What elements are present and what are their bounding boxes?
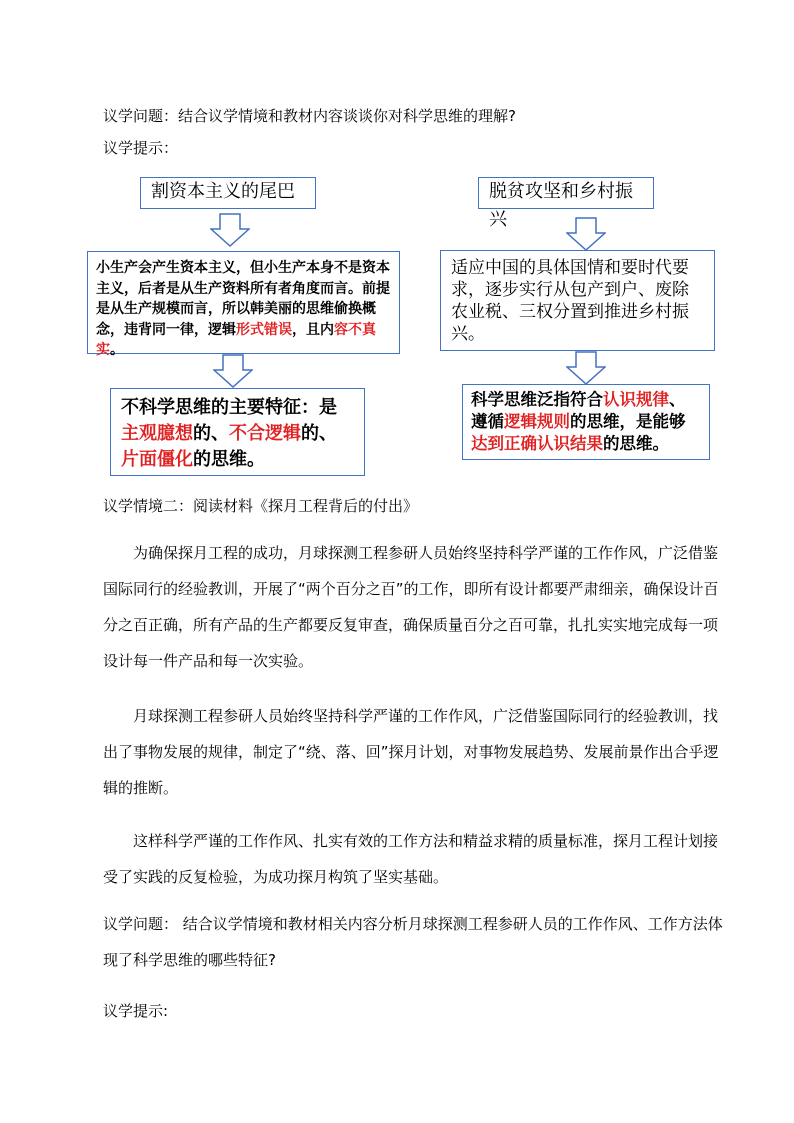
- arrow-down-icon: [566, 217, 606, 251]
- left-conclusion-text-3: 的、: [301, 423, 337, 444]
- left-analysis-red-1: 形式错误: [236, 321, 292, 338]
- paragraph-3: [103, 823, 723, 895]
- right-title-box: [478, 177, 654, 230]
- right-title: 脱贫攻坚和乡村振兴: [489, 181, 633, 230]
- left-conclusion-red-2: 不合逻辑: [229, 423, 301, 444]
- left-conclusion-box: [110, 388, 365, 476]
- question-2: [103, 906, 723, 978]
- scene-2-heading: 议学情境二：阅读材料《探月工程背后的付出》: [103, 497, 419, 515]
- right-analysis-text: 适应中国的具体国情和要时代要求，逐步实行从包产到户、废除农业税、三权分置到推进乡村振兴。: [451, 258, 689, 344]
- right-conclusion-red-3: 达到正确认识结果: [471, 434, 603, 453]
- left-conclusion-text: 不科学思维的主要特征：是: [121, 397, 337, 418]
- right-analysis-box: [440, 250, 715, 351]
- left-analysis-text-2: ，且内: [292, 321, 334, 338]
- arrow-down-icon: [566, 351, 606, 385]
- left-analysis-box: [87, 251, 400, 358]
- paragraph-1-text: 为确保探月工程的成功，月球探测工程参研人员始终坚持科学严谨的工作作风，广泛借鉴国际同行的经验教训，开展了“两个百分之百”的工作，即所有设计都要严肃细亲，确保设计百分之百正确，所有产品的生产都要反复审查，确保质量百分之百可靠，扎扎实实地完成每一项设计每一件产品和每一次实验。: [103, 544, 719, 670]
- left-conclusion-text-2: 的、: [193, 423, 229, 444]
- left-analysis-text: 小生产会产生资本主义，但小生产本身不是资本主义，后者是从生产资料所有者角度而言。前提是从生产规模而言，所以韩美丽的思维偷换概念，违背同一律，逻辑: [96, 260, 390, 338]
- left-conclusion-red-1: 主观臆想: [121, 423, 193, 444]
- arrow-down-icon: [213, 354, 253, 388]
- hint-2: 议学提示:: [103, 1002, 169, 1020]
- question-1: 议学问题：结合议学情境和教材内容谈谈你对科学思维的理解?: [103, 107, 516, 125]
- arrow-down-icon: [210, 213, 250, 247]
- right-conclusion-red-2: 逻辑规则: [504, 412, 570, 431]
- hint-1: 议学提示：: [103, 139, 179, 157]
- right-conclusion-text-2: 、遵循: [471, 390, 686, 431]
- paragraph-1: [103, 535, 723, 679]
- right-conclusion-text-4: 的思维。: [603, 434, 669, 453]
- paragraph-3-text: 这样科学严谨的工作作风、扎实有效的工作方法和精益求精的质量标准，探月工程计划接受了实践的反复检验，为成功探月构筑了坚实基础。: [103, 832, 719, 886]
- left-analysis-red-2: 容不真实: [96, 321, 376, 358]
- left-title-box: [140, 177, 316, 209]
- right-conclusion-text-3: 的思维，是能够: [570, 412, 686, 431]
- question-2-text: 议学问题： 结合议学情境和教材相关内容分析月球探测工程参研人员的工作作风、工作方法体现了科学思维的哪些特征?: [103, 915, 723, 969]
- paragraph-2: [103, 698, 723, 806]
- paragraph-2-text: 月球探测工程参研人员始终坚持科学严谨的工作作风，广泛借鉴国际同行的经验教训，找出了事物发展的规律，制定了“绕、落、回”探月计划，对事物发展趋势、发展前景作出合乎逻辑的推断。: [103, 707, 719, 797]
- left-conclusion-red-3: 片面僵化: [121, 449, 193, 470]
- left-analysis-text-3: 。: [110, 342, 124, 358]
- right-conclusion-box: [462, 384, 710, 460]
- right-conclusion-red-1: 认识规律: [603, 390, 669, 409]
- left-conclusion-text-4: 的思维。: [193, 449, 265, 470]
- left-title: 割资本主义的尾巴: [151, 181, 295, 202]
- right-conclusion-text: 科学思维泛指符合: [471, 390, 603, 409]
